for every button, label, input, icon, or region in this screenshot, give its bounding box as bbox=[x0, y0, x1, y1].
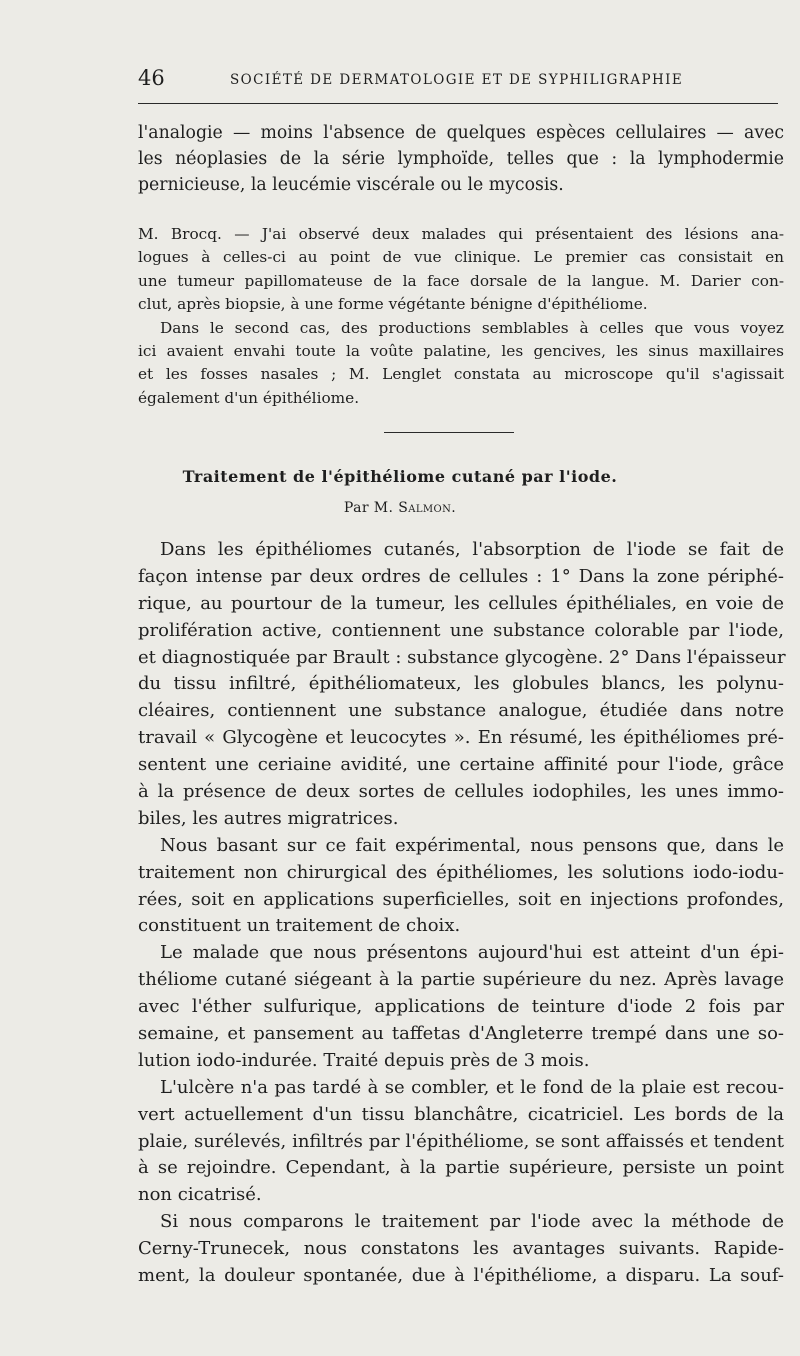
text-line: Le malade que nous présentons aujourd'hui est atteint d'un épi- bbox=[160, 942, 784, 964]
page-header bbox=[138, 66, 778, 96]
text-line: lution iodo-indurée. Traité depuis près de 3 mois. bbox=[138, 1049, 590, 1071]
text-line: biles, les autres migratrices. bbox=[138, 807, 399, 829]
text-line: traitement non chirurgical des épithéliomes, les solutions iodo-iodu- bbox=[138, 861, 784, 883]
text-line: une tumeur papillomateuse de la face dorsale de la langue. M. Darier con- bbox=[138, 271, 784, 290]
text-line: clut, après biopsie, à une forme végétante bénigne d'épithéliome. bbox=[138, 295, 648, 314]
text-line: ici avaient envahi toute la voûte palatine, les gencives, les sinus maxillaires bbox=[138, 341, 784, 360]
byline-prefix: Par M. bbox=[343, 500, 394, 516]
page-number: 46 bbox=[138, 66, 165, 90]
article-body bbox=[138, 537, 784, 1290]
text-line: prolifération active, contiennent une substance colorable par l'iode, bbox=[138, 619, 784, 641]
text-line: M. Brocq. — J'ai observé deux malades qui présentaient des lésions ana- bbox=[138, 225, 784, 243]
text-line: Si nous comparons le traitement par l'iode avec la méthode de bbox=[160, 1211, 784, 1233]
text-line: Dans le second cas, des productions semblables à celles que vous voyez bbox=[160, 318, 784, 337]
text-line: vert actuellement d'un tissu blanchâtre, cicatriciel. Les bords de la bbox=[138, 1103, 784, 1125]
text-line: à la présence de deux sortes de cellules iodophiles, les unes immo- bbox=[138, 781, 784, 803]
text-line: sentent une ceriaine avidité, une certaine affinité pour l'iode, grâce bbox=[138, 754, 784, 776]
text-line: l'analogie — moins l'absence de quelques espèces cellulaires — avec bbox=[138, 123, 784, 143]
discussion-paragraph bbox=[138, 223, 784, 410]
text-line: travail « Glycogène et leucocytes ». En résumé, les épithéliomes pré- bbox=[138, 727, 784, 749]
text-line: Cerny-Trunecek, nous constatons les avantages suivants. Rapide- bbox=[138, 1238, 784, 1260]
text-line: du tissu infiltré, épithéliomateux, les globules blancs, les polynu- bbox=[138, 673, 784, 695]
text-line: Dans les épithéliomes cutanés, l'absorption de l'iode se fait de bbox=[160, 539, 784, 560]
text-line: constituent un traitement de choix. bbox=[138, 915, 461, 937]
section-separator bbox=[384, 432, 514, 433]
text-line: rique, au pourtour de la tumeur, les cellules épithéliales, en voie de bbox=[138, 592, 784, 614]
text-line: rées, soit en applications superficielles, soit en injections profondes, bbox=[138, 888, 784, 910]
text-line: ment, la douleur spontanée, due à l'épithéliome, a disparu. La souf- bbox=[138, 1265, 784, 1287]
text-line: plaie, surélevés, infiltrés par l'épithéliome, se sont affaissés et tendent bbox=[138, 1130, 784, 1152]
text-line: à se rejoindre. Cependant, à la partie supérieure, persiste un point bbox=[138, 1157, 784, 1179]
text-line: cléaires, contiennent une substance analogue, étudiée dans notre bbox=[138, 700, 784, 722]
text-line: façon intense par deux ordres de cellules : 1° Dans la zone périphé- bbox=[138, 565, 784, 587]
text-line: les néoplasies de la série lymphoïde, telles que : la lymphodermie bbox=[138, 149, 784, 170]
running-head: SOCIÉTÉ DE DERMATOLOGIE ET DE SYPHILIGRAPHIE bbox=[230, 72, 684, 88]
text-line: logues à celles-ci au point de vue clinique. Le premier cas consistait en bbox=[138, 248, 784, 267]
text-line: également d'un épithéliome. bbox=[138, 388, 360, 407]
text-line: et diagnostiquée par Brault : substance glycogène. 2° Dans l'épaisseur bbox=[138, 646, 786, 668]
text-line: avec l'éther sulfurique, applications de teinture d'iode 2 fois par bbox=[138, 996, 784, 1018]
header-rule bbox=[138, 103, 778, 104]
text-line: non cicatrisé. bbox=[138, 1184, 262, 1206]
article-title: Traitement de l'épithéliome cutané par l'iode. bbox=[182, 467, 618, 486]
article-byline bbox=[0, 500, 800, 516]
text-line: L'ulcère n'a pas tardé à se combler, et le fond de la plaie est recou- bbox=[160, 1076, 784, 1098]
text-line: pernicieuse, la leucémie viscérale ou le mycosis. bbox=[138, 175, 564, 196]
text-line: théliome cutané siégeant à la partie supérieure du nez. Après lavage bbox=[138, 969, 784, 991]
text-line: semaine, et pansement au taffetas d'Angleterre trempé dans une so- bbox=[138, 1023, 784, 1045]
text-line: Nous basant sur ce fait expérimental, nous pensons que, dans le bbox=[160, 834, 784, 856]
byline-author: Salmon. bbox=[398, 500, 457, 516]
text-line: et les fosses nasales ; M. Lenglet constata au microscope qu'il s'agissait bbox=[138, 365, 784, 384]
intro-paragraph bbox=[138, 120, 784, 198]
